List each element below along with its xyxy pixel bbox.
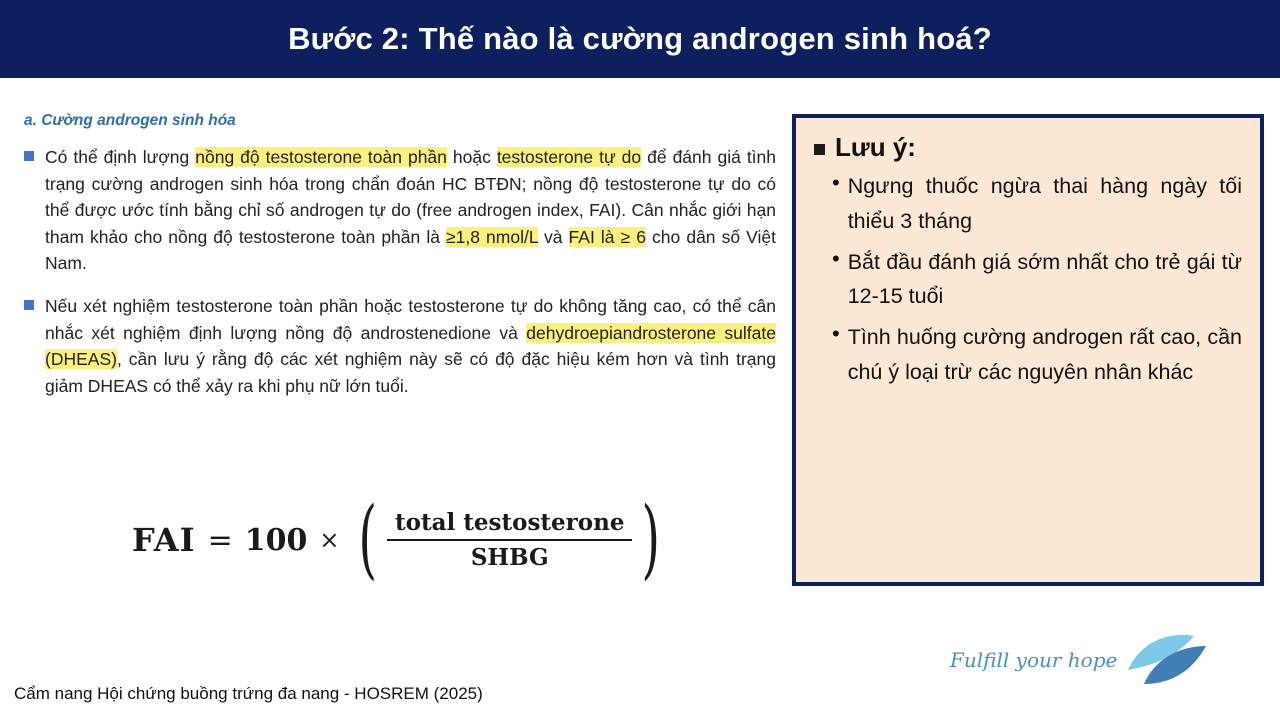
slide-title-bar bbox=[0, 0, 1280, 78]
note-heading: Lưu ý: bbox=[835, 132, 916, 162]
list-item bbox=[832, 320, 1242, 390]
square-bullet-icon bbox=[24, 151, 34, 161]
highlight-segment: nồng độ testosterone toàn phần bbox=[195, 147, 447, 167]
formula-lhs: FAI bbox=[131, 521, 196, 559]
highlight-segment: ≥1,8 nmol/L bbox=[446, 226, 538, 247]
text-segment: để đánh giá tình trạng cường androgen sinh hóa trong chẩn đoán HC BTĐN; nồng độ testosterone tự do có thể được ước tính bằng chỉ số androgen tự do (free androgen index, FAI). Cân nhắc giới hạn tham khảo cho nồng độ testosterone toàn phần là bbox=[45, 147, 777, 247]
note-item-text: Bắt đầu đánh giá sớm nhất cho trẻ gái từ 12-15 tuổi bbox=[847, 249, 1242, 309]
text-segment: Có thể định lượng bbox=[45, 147, 196, 167]
leaf-logo-icon bbox=[1122, 630, 1210, 688]
square-bullet-icon bbox=[814, 144, 825, 155]
source-citation: Cẩm nang Hội chứng buồng trứng đa nang - HOSREM (2025) bbox=[14, 684, 483, 703]
bullet-text-1 bbox=[45, 144, 776, 277]
formula-numerator: total testosterone bbox=[395, 509, 625, 536]
text-segment: hoặc bbox=[446, 147, 497, 167]
list-item bbox=[832, 245, 1242, 315]
note-item-text: Tình huống cường androgen rất cao, cần chú ý loại trừ các nguyên nhân khác bbox=[847, 325, 1242, 385]
dot-bullet-icon: • bbox=[832, 245, 840, 271]
formula-coefficient: 100 bbox=[244, 522, 308, 558]
formula-times-sign: × bbox=[319, 526, 340, 554]
brand-logo bbox=[950, 630, 1210, 692]
left-parenthesis-icon: ( bbox=[359, 489, 378, 590]
bullet-text-2 bbox=[45, 293, 776, 399]
text-segment: Nếu xét nghiệm testosterone toàn phần hoặc testosterone tự do không tăng cao, có thể cân nhắc xét nghiệm định lượng nồng độ androstenedione và bbox=[45, 295, 776, 343]
text-segment: cho dân số Việt Nam. bbox=[45, 226, 776, 274]
dot-bullet-icon: • bbox=[832, 321, 840, 347]
note-box bbox=[792, 114, 1264, 586]
highlight-segment: FAI là ≥ 6 bbox=[568, 226, 646, 247]
fai-formula bbox=[120, 489, 680, 590]
list-item bbox=[832, 169, 1242, 239]
highlight-segment: dehydroepiandrosterone sulfate (DHEAS) bbox=[45, 322, 776, 370]
note-heading-row bbox=[814, 132, 1242, 163]
page-title: Bước 2: Thế nào là cường androgen sinh hoá? bbox=[288, 20, 992, 56]
list-item bbox=[24, 144, 776, 277]
right-parenthesis-icon: ) bbox=[642, 489, 661, 590]
text-segment: và bbox=[537, 226, 569, 247]
dot-bullet-icon: • bbox=[832, 170, 840, 195]
formula-denominator: SHBG bbox=[470, 544, 549, 571]
list-item bbox=[24, 293, 776, 399]
left-content-column bbox=[24, 112, 776, 415]
section-subheading: a. Cường androgen sinh hóa bbox=[24, 112, 236, 129]
formula-fraction bbox=[387, 509, 632, 571]
square-bullet-icon bbox=[24, 300, 34, 310]
note-item-text: Ngưng thuốc ngừa thai hàng ngày tối thiểu 3 tháng bbox=[847, 174, 1242, 233]
formula-equals: = bbox=[207, 522, 233, 558]
highlight-segment: testosterone tự do bbox=[496, 147, 642, 167]
text-segment: , cần lưu ý rằng độ các xét nghiệm này sẽ có độ đặc hiệu kém hơn và tình trạng giảm DHEAS có thể xảy ra khi phụ nữ lớn tuổi. bbox=[45, 349, 776, 396]
logo-tagline: Fulfill your hope bbox=[950, 648, 1118, 672]
